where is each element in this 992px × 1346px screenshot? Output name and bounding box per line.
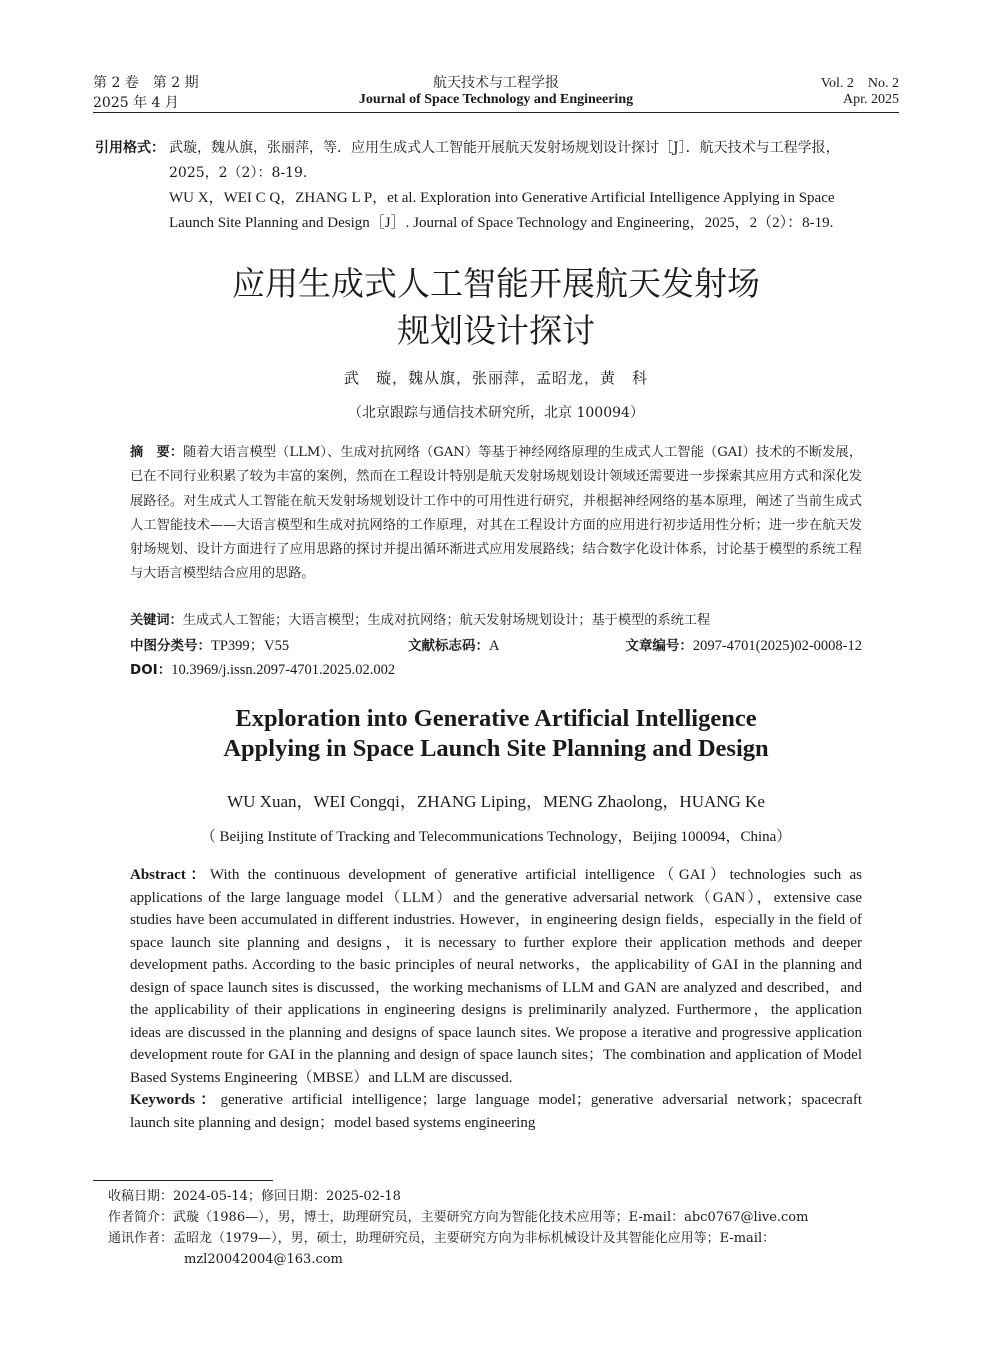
abstract-cn-text: 随着大语言模型（LLM）、生成对抗网络（GAN）等基于神经网络原理的生成式人工智能（GAI）技术的不断发展，已在不同行业积累了较为丰富的案例，然而在工程设计特别是航天发射场规划设计领域还需要进一步探索其应用方式和深化发展路径。对生成式人工智能在航天发射场规划设计工作中的可用性进行研究，并根据神经网络的基本原理，阐述了当前生成式人工智能技术——大语言模型和生成对抗网络的工作原理，对其在工程设计方面的应用进行初步适用性分析；进一步在航天发射场规划、设计方面进行了应用思路的探讨并提出循环渐进式应用发展路线；结合数字化设计体系，讨论基于模型的系统工程与大语言模型结合应用的思路。 [130, 445, 863, 582]
title-cn-line1: 应用生成式人工智能开展航天发射场 [232, 264, 760, 303]
citation-label: 引用格式： [95, 140, 165, 156]
header-journal-en: Journal of Space Technology and Engineering [358, 92, 634, 107]
footnote-corresponding: 通讯作者：孟昭龙（1979—），男，硕士，助理研究员，主要研究方向为非标机械设计及其智能化应用等；E-mail： [108, 1231, 776, 1246]
clc-label: 中图分类号： [130, 638, 211, 654]
abstract-cn-label: 摘 要： [130, 445, 184, 460]
citation-block [95, 136, 900, 236]
footnote-divider [93, 1180, 273, 1181]
footnote-corresponding-email: mzl20042004@163.com [184, 1252, 343, 1267]
citation-cn-line1: 武璇，魏从旗，张丽萍，等．应用生成式人工智能开展航天发射场规划设计探讨［J］．航天技术与工程学报， [169, 140, 840, 156]
footnote-author-bio: 作者简介：武璇（1986—），男，博士，助理研究员，主要研究方向为智能化技术应用等；E-mail：abc0767@live.com [108, 1210, 809, 1225]
header-journal-cn: 航天技术与工程学报 [433, 75, 559, 91]
keywords-en-label: Keywords： [130, 1092, 221, 1108]
header-date-en: Apr. 2025 [843, 92, 899, 107]
title-en-line1: Exploration into Generative Artificial Intelligence [235, 705, 757, 732]
keywords-cn [130, 609, 862, 628]
keywords-cn-label: 关键词： [130, 613, 183, 628]
keywords-en-text: generative artificial intelligence；large language model；generative adversarial network；spacecraft launch site planning and design；model based systems engineering [130, 1092, 862, 1131]
header-volume-cn: 第 2 卷 第 2 期 [93, 75, 199, 91]
article-no-label: 文章编号： [625, 638, 693, 654]
doc-code-label: 文献标志码： [408, 638, 489, 654]
footnote-received: 收稿日期：2024-05-14；修回日期：2025-02-18 [108, 1189, 401, 1204]
abstract-cn [130, 441, 862, 587]
doc-code-value: A [489, 638, 500, 654]
abstract-en-text: With the continuous development of generative artificial intelligence（GAI）technologies such as applications of the large language model（LLM）and the generative adversarial network（GAN），extensive case studies have been accumulated in different industries. However，in engineering design fields，especially in the field of space launch site planning and designs，it is necessary to further explore their application methods and deeper development paths. According to the basic principles of neural networks，the applicability of GAI in the planning and design of space launch sites is discussed，the working mechanisms of LLM and GAN are analyzed and described，and the applicability of their applications in engineering designs is preliminarily analyzed. Furthermore，the application ideas are discussed in the planning and designs of space launch sites. We propose a iterative and progressive application development route for GAI in the planning and design of space launch sites；The combination and application of Model Based Systems Engineering（MBSE）and LLM are discussed. [130, 867, 862, 1086]
abstract-en [130, 864, 862, 1089]
citation-en-line2: Launch Site Planning and Design［J］. Journal of Space Technology and Engineering，2025，2（2）：8-19. [169, 215, 834, 231]
affiliation-cn: （北京跟踪与通信技术研究所，北京 100094） [348, 405, 644, 421]
keywords-cn-text: 生成式人工智能；大语言模型；生成对抗网络；航天发射场规划设计；基于模型的系统工程 [182, 613, 711, 628]
citation-en-line1: WU X，WEI C Q，ZHANG L P，et al. Exploration into Generative Artificial Intelligence Applying in Space [169, 190, 835, 206]
abstract-en-label: Abstract： [130, 867, 210, 883]
doi-value: 10.3969/j.issn.2097-4701.2025.02.002 [171, 662, 396, 678]
authors-cn: 武 璇，魏从旗，张丽萍，孟昭龙，黄 科 [343, 369, 648, 387]
doi-label: DOI： [130, 662, 172, 678]
clc-value: TP399；V55 [211, 638, 290, 654]
keywords-en [130, 1089, 862, 1134]
article-no-value: 2097-4701(2025)02-0008-12 [692, 638, 862, 654]
doi-row [130, 658, 862, 679]
title-en-line2: Applying in Space Launch Site Planning and Design [223, 735, 769, 762]
header-date-cn: 2025 年 4 月 [93, 95, 179, 111]
running-header [93, 68, 899, 113]
title-cn-line2: 规划设计探讨 [397, 311, 595, 350]
header-volume-en: Vol. 2 No. 2 [820, 76, 899, 91]
classification-row [130, 634, 862, 655]
affiliation-en: （ Beijing Institute of Tracking and Telecommunications Technology，Beijing 100094，China） [200, 829, 792, 845]
authors-en: WU Xuan，WEI Congqi，ZHANG Liping，MENG Zhaolong，HUANG Ke [227, 792, 765, 811]
citation-cn-line2: 2025，2（2）：8-19. [169, 165, 308, 181]
